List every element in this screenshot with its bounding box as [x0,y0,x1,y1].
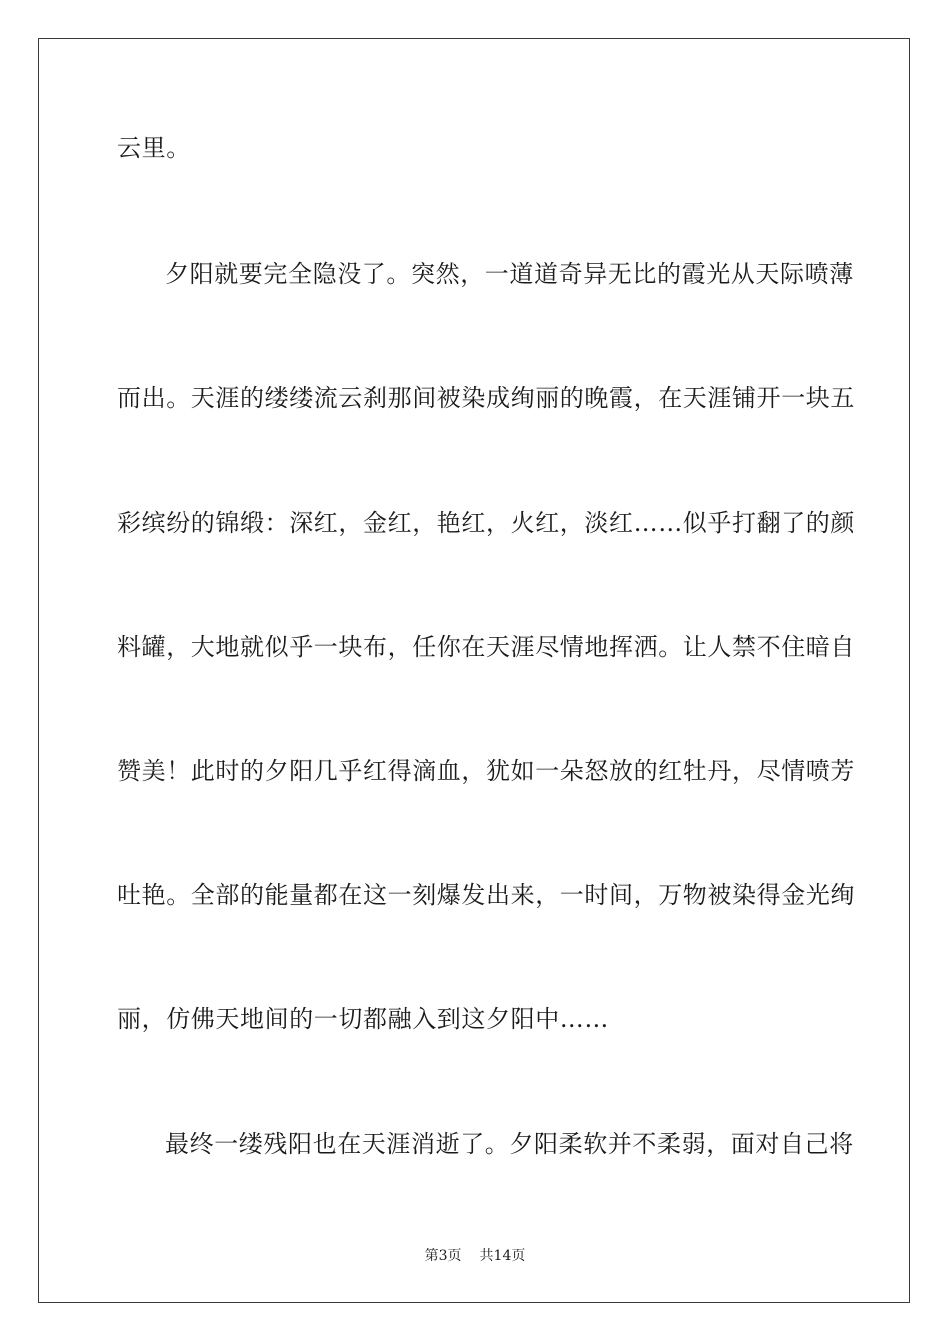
text-line: 赞美！此时的夕阳几乎红得滴血，犹如一朵怒放的红牡丹，尽情喷芳 [117,757,855,785]
total-pages: 共14页 [479,1248,526,1264]
text-line: 彩缤纷的锦缎：深红，金红，艳红，火红，淡红……似乎打翻了的颜 [117,509,855,537]
paragraph-first-line: 夕阳就要完全隐没了。突然，一道道奇异无比的霞光从天际喷薄 [165,260,854,288]
page-number: 第3页 [424,1248,462,1264]
page-footer [0,1246,950,1266]
paragraph-first-line: 最终一缕残阳也在天涯消逝了。夕阳柔软并不柔弱，面对自己将 [165,1130,854,1158]
text-line: 吐艳。全部的能量都在这一刻爆发出来，一时间，万物被染得金光绚 [117,881,855,909]
text-line: 云里。 [117,134,191,162]
text-line: 丽，仿佛天地间的一切都融入到这夕阳中…… [117,1005,609,1033]
text-line: 而出。天涯的缕缕流云刹那间被染成绚丽的晚霞，在天涯铺开一块五 [117,384,855,412]
text-line: 料罐，大地就似乎一块布，任你在天涯尽情地挥洒。让人禁不住暗自 [117,633,855,661]
page-border [38,38,910,1303]
